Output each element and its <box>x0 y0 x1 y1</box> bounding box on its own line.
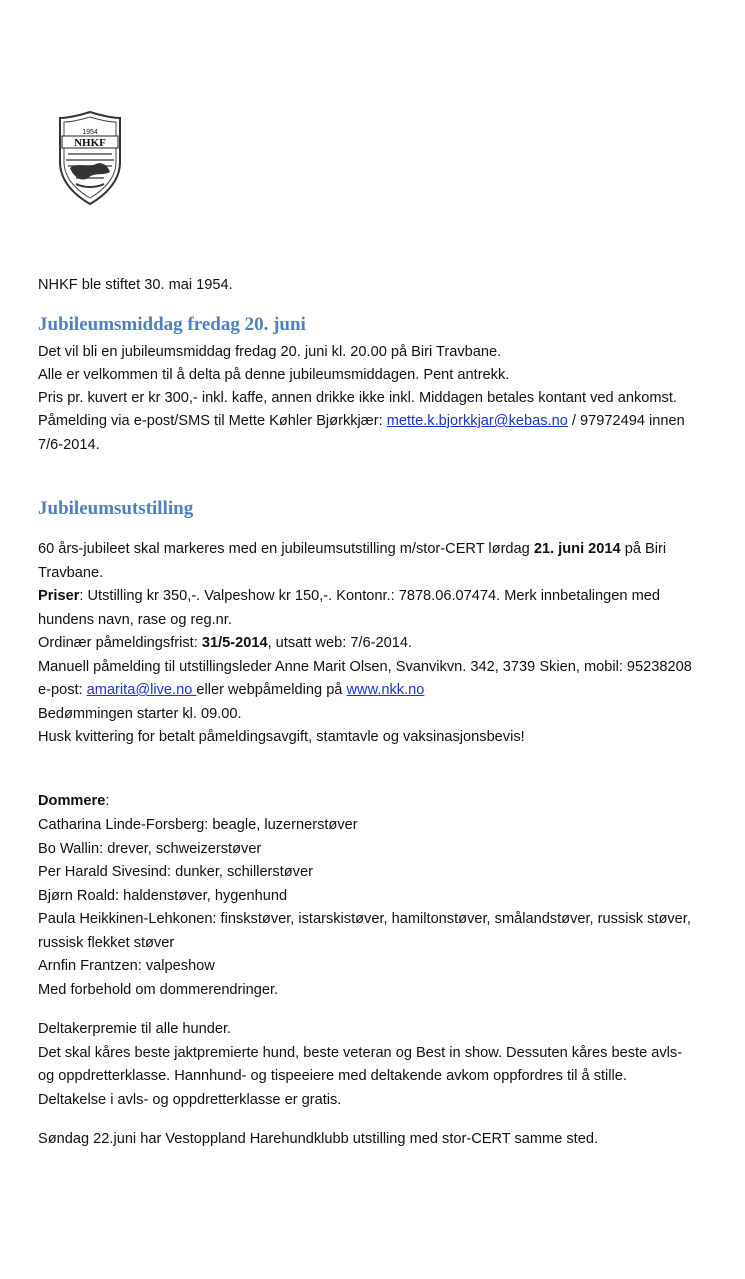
judge-line: Arnfin Frantzen: valpeshow <box>38 958 215 974</box>
judge-line: Per Harald Sivesind: dunker, schillerstøver <box>38 864 313 880</box>
prize-line: og oppdretterklasse. Hannhund- og tispeeiere med deltakende avkom oppfordres til å stille. <box>38 1068 627 1084</box>
exhibition-line-1: 60 års-jubileet skal markeres med en jubileumsutstilling m/stor-CERT lørdag 21. juni 2014 på Biri <box>38 541 667 557</box>
logo-year: 1954 <box>82 129 98 136</box>
prize-line: Deltakelse i avls- og oppdretterklasse er gratis. <box>38 1092 342 1108</box>
logo-text: NHKF <box>74 137 106 149</box>
judge-line: Bjørn Roald: haldenstøver, hygenhund <box>38 888 288 904</box>
exhibition-line-6: Manuell påmelding til utstillingsleder Anne Marit Olsen, Svanvikvn. 342, 3739 Skien, mobil: 95238208 <box>38 659 692 675</box>
judge-note: Med forbehold om dommerendringer. <box>38 982 279 998</box>
dinner-email-link[interactable]: mette.k.bjorkkjar@kebas.no <box>386 413 568 429</box>
exhibition-heading: Jubileumsutstilling <box>38 498 194 519</box>
judge-line: Catharina Linde-Forsberg: beagle, luzernerstøver <box>38 817 358 833</box>
exhibition-line-8: Bedømmingen starter kl. 09.00. <box>38 706 242 722</box>
exhibition-deadline: Ordinær påmeldingsfrist: 31/5-2014, utsatt web: 7/6-2014. <box>38 635 412 651</box>
judge-line: Paula Heikkinen-Lehkonen: finskstøver, istarskistøver, hamiltonstøver, smålandstøver, russisk støver, <box>38 911 691 927</box>
dinner-line-5: 7/6-2014. <box>38 437 100 453</box>
dinner-line-4: Påmelding via e-post/SMS til Mette Køhler Bjørkkjær: mette.k.bjorkkjar@kebas.no / 97972494 innen <box>38 413 685 429</box>
dinner-heading: Jubileumsmiddag fredag 20. juni <box>38 314 306 335</box>
prize-line: Det skal kåres beste jaktpremierte hund, beste veteran og Best in show. Dessuten kåres beste avls- <box>38 1045 683 1061</box>
exhibition-line-9: Husk kvittering for betalt påmeldingsavgift, stamtavle og vaksinasjonsbevis! <box>38 729 525 745</box>
exhibition-line-4: hundens navn, rase og reg.nr. <box>38 612 232 628</box>
nhkf-logo <box>54 110 126 206</box>
dinner-line-1: Det vil bli en jubileumsmiddag fredag 20. juni kl. 20.00 på Biri Travbane. <box>38 344 502 360</box>
prize-line: Deltakerpremie til alle hunder. <box>38 1021 232 1037</box>
exhibition-line-7: e-post: amarita@live.no eller webpåmelding på www.nkk.no <box>38 682 425 698</box>
sunday-text: Søndag 22.juni har Vestoppland Harehundklubb utstilling med stor-CERT samme sted. <box>38 1131 599 1147</box>
dinner-line-2: Alle er velkommen til å delta på denne jubileumsmiddagen. Pent antrekk. <box>38 367 510 383</box>
dinner-line-3: Pris pr. kuvert er kr 300,- inkl. kaffe, annen drikke ikke inkl. Middagen betales kontant ved ankomst. <box>38 390 677 406</box>
exhibition-line-2: Travbane. <box>38 565 104 581</box>
exhibition-prices: Priser: Utstilling kr 350,-. Valpeshow kr 150,-. Kontonr.: 7878.06.07474. Merk innbetalingen med <box>38 588 660 604</box>
judge-line: Bo Wallin: drever, schweizerstøver <box>38 841 262 857</box>
nkk-web-link[interactable]: www.nkk.no <box>346 682 425 698</box>
founded-text: NHKF ble stiftet 30. mai 1954. <box>38 277 233 293</box>
judge-line: russisk flekket støver <box>38 935 175 951</box>
judges-title: Dommere: <box>38 793 110 809</box>
exhibition-email-link[interactable]: amarita@live.no <box>86 682 197 698</box>
